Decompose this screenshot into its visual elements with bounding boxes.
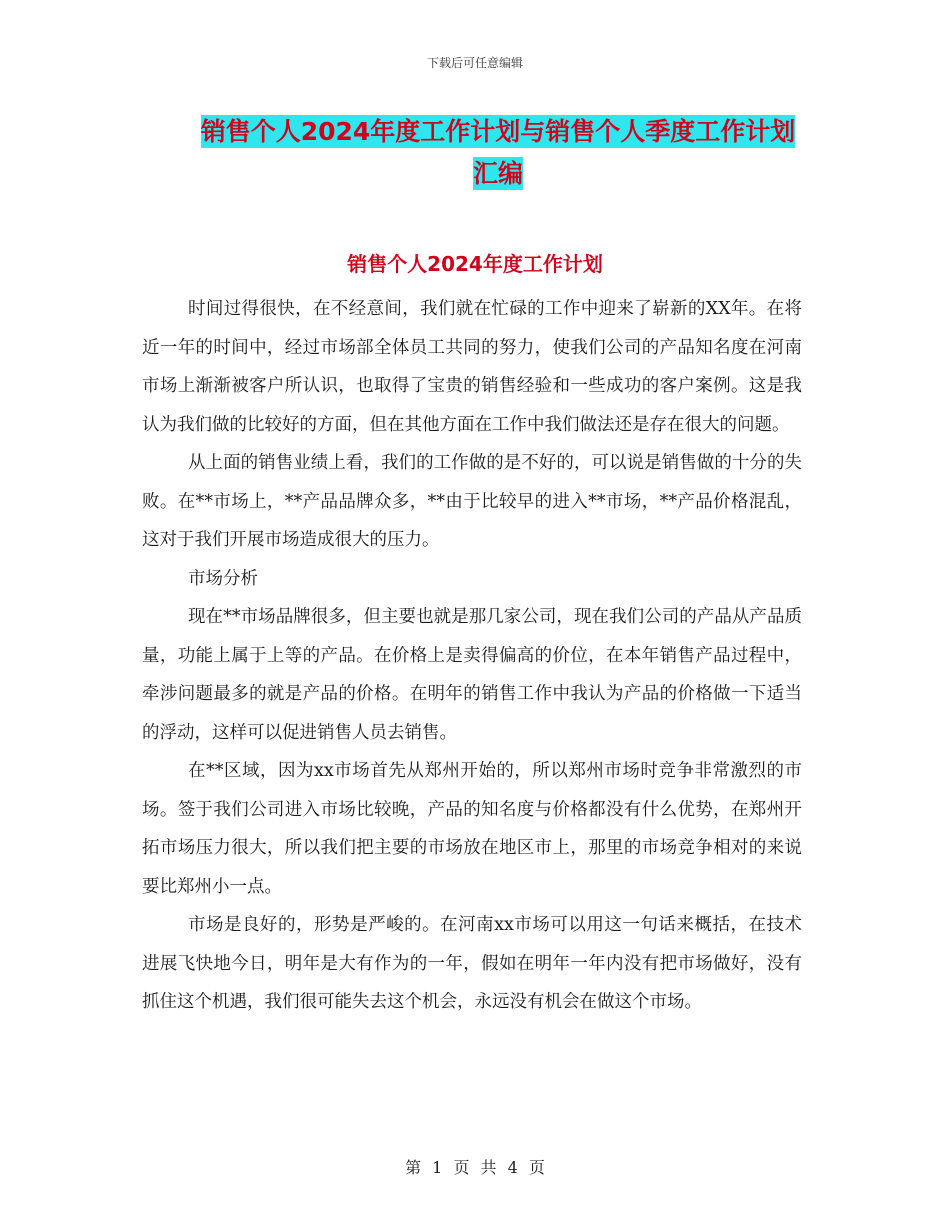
title-highlight-2: 汇编 (472, 159, 523, 188)
paragraph: 在**区域，因为xx市场首先从郑州开始的，所以郑州市场时竞争非常激烈的市场。签于我们公司进入市场比较晚，产品的知名度与价格都没有什么优势，在郑州开拓市场压力很大，所以我们把主要的市场放在地区市上，那里的市场竞争相对的来说要比郑州小一点。 (142, 761, 802, 897)
title-highlight-1: 销售个人2024年度工作计划与销售个人季度工作计划 (200, 117, 796, 146)
page-footer: 第 1 页 共 4 页 (405, 1158, 545, 1177)
body-text (142, 290, 802, 1022)
section-title: 销售个人2024年度工作计划 (347, 252, 603, 276)
document-title-line1 (188, 112, 808, 152)
paragraph: 时间过得很快，在不经意间，我们就在忙碌的工作中迎来了崭新的XX年。在将近一年的时间中，经过市场部全体员工共同的努力，使我们公司的产品知名度在河南市场上渐渐被客户所认识，也取得了宝贵的销售经验和一些成功的客户案例。这是我认为我们做的比较好的方面，但在其他方面在工作中我们做法还是存在很大的问题。 (142, 299, 802, 435)
paragraph: 现在**市场品牌很多，但主要也就是那几家公司，现在我们公司的产品从产品质量，功能上属于上等的产品。在价格上是卖得偏高的价位，在本年销售产品过程中，牵涉问题最多的就是产品的价格。在明年的销售工作中我认为产品的价格做一下适当的浮动，这样可以促进销售人员去销售。 (142, 607, 802, 743)
section-heading-market-analysis: 市场分析 (188, 568, 258, 589)
paragraph: 市场是良好的，形势是严峻的。在河南xx市场可以用这一句话来概括，在技术进展飞快地今日，明年是大有作为的一年，假如在明年一年内没有把市场做好，没有抓住这个机遇，我们很可能失去这个机会，永远没有机会在做这个市场。 (142, 915, 802, 1012)
paragraph: 从上面的销售业绩上看，我们的工作做的是不好的，可以说是销售做的十分的失败。在**市场上，**产品品牌众多，**由于比较早的进入**市场，**产品价格混乱，这对于我们开展市场造成很大的压力。 (142, 453, 802, 550)
document-title-line2 (188, 154, 808, 194)
page-header: 下载后可任意编辑 (426, 56, 523, 70)
